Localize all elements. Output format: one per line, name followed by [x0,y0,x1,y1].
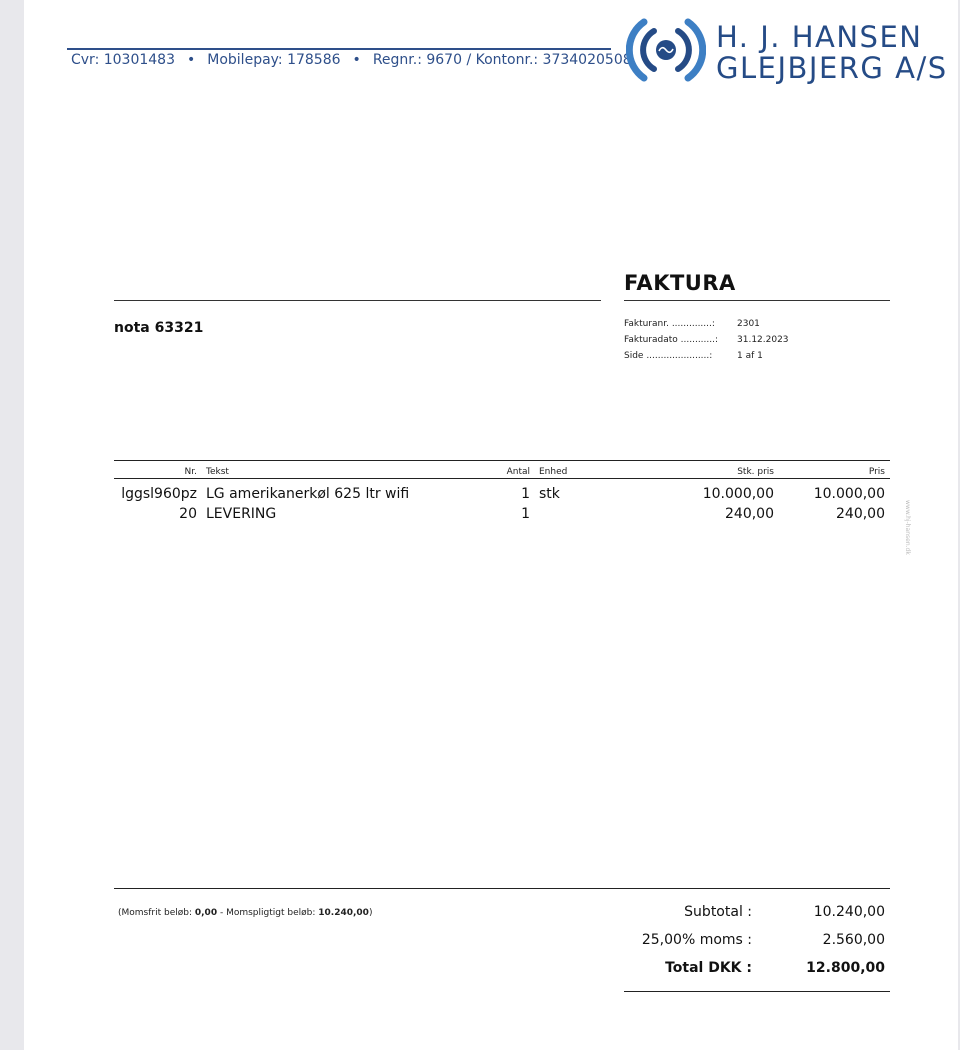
company-name-line2: GLEJBJERG A/S [716,51,948,85]
vat-exempt-amount: 0,00 [194,908,218,918]
page-value: 1 af 1 [737,351,763,361]
header-rule [67,48,611,50]
row-1-tekst: LG amerikanerkøl 625 ltr wifi [206,486,410,502]
company-info-line [71,52,632,68]
separator-dot: • [187,52,196,68]
mobilepay-number: Mobilepay: 178586 [207,52,341,68]
row-2-nr: 20 [179,506,197,522]
row-2-pris: 240,00 [836,506,885,522]
vat-note-suffix: ) [368,908,373,918]
recipient-name: nota 63321 [114,320,204,336]
col-header-nr: Nr. [184,467,197,477]
vat-liable-amount: 10.240,00 [318,908,369,918]
invoice-number-label: Fakturanr. ..............: [624,319,715,329]
title-rule [624,300,890,301]
total-value: 12.800,00 [806,960,885,976]
table-header-rule [114,478,890,479]
row-1-stk-pris: 10.000,00 [702,486,774,502]
vat-note [118,908,372,918]
page-label: Side ......................: [624,351,713,361]
company-name-line1: H. J. HANSEN [716,20,923,54]
row-1-antal: 1 [521,486,530,502]
subtotal-label: Subtotal : [684,904,752,920]
document-title: FAKTURA [624,271,736,295]
row-2-tekst: LEVERING [206,506,277,522]
row-1-pris: 10.000,00 [813,486,885,502]
invoice-sheet [24,0,958,1050]
col-header-stk-pris: Stk. pris [737,467,774,477]
signal-logo-icon [626,18,706,82]
invoice-date-label: Fakturadato ............: [624,335,719,345]
vat-note-prefix: (Momsfrit beløb: [118,908,192,918]
total-underline [624,991,890,992]
total-label: Total DKK : [665,960,752,976]
row-2-antal: 1 [521,506,530,522]
bank-account: Regnr.: 9670 / Kontonr.: 3734020508 [372,52,632,68]
side-watermark: www.hj-hansen.dk [904,500,911,555]
vat-note-middle: - Momspligtigt beløb: [219,908,316,918]
row-1-enhed: stk [539,486,560,502]
footer-rule [114,888,890,889]
vat-label: 25,00% moms : [641,932,752,948]
col-header-enhed: Enhed [539,467,568,477]
address-rule [114,300,601,301]
cvr-number: Cvr: 10301483 [71,52,175,68]
col-header-antal: Antal [506,467,530,477]
col-header-tekst: Tekst [206,467,229,477]
vat-value: 2.560,00 [822,932,885,948]
row-1-nr: lggsl960pz [121,486,197,502]
invoice-number-value: 2301 [737,319,760,329]
table-top-rule [114,460,890,461]
col-header-pris: Pris [868,467,885,477]
row-2-stk-pris: 240,00 [725,506,774,522]
invoice-date-value: 31.12.2023 [737,335,789,345]
separator-dot: • [352,52,361,68]
subtotal-value: 10.240,00 [813,904,885,920]
